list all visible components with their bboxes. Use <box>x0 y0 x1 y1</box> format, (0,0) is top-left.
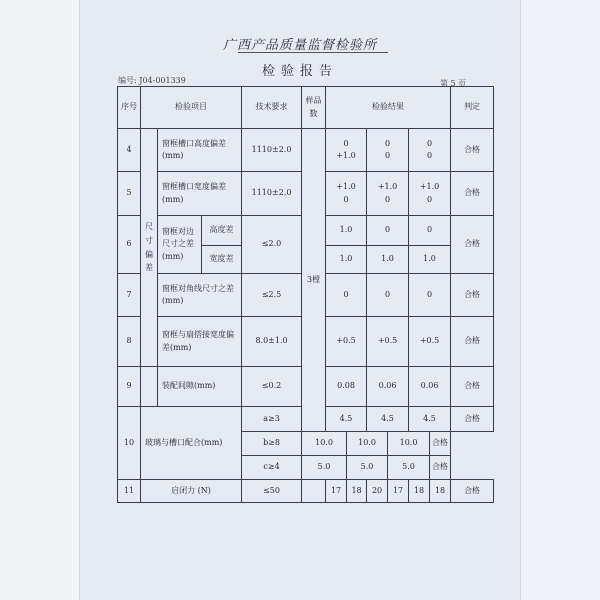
result-1: 0 <box>326 274 367 317</box>
row-no: 10 <box>118 407 141 480</box>
row-verdict: 合格 <box>451 367 494 407</box>
row-sub-label: 宽度差 <box>202 246 242 274</box>
result-2: 1.0 <box>367 246 409 274</box>
row-no: 7 <box>118 274 141 317</box>
table-header-row <box>118 87 494 129</box>
row-item: 窗框槽口高度偏差(mm) <box>158 129 242 172</box>
row-req: 1110±2.0 <box>242 172 302 216</box>
result-2: +0.5 <box>367 317 409 367</box>
result-3: 1.0 <box>409 246 451 274</box>
header-item: 检验项目 <box>141 87 242 129</box>
result-3: 4.5 <box>409 407 451 432</box>
organization-underline <box>238 52 388 53</box>
table-row <box>118 129 494 172</box>
result-1: 0.08 <box>326 367 367 407</box>
result-3: +1.0 0 <box>409 172 451 216</box>
row-no: 9 <box>118 367 141 407</box>
row-req: b≥8 <box>242 432 302 456</box>
page-number: 第 5 页 <box>440 79 467 88</box>
row-no: 4 <box>118 129 141 172</box>
row-req: c≥4 <box>242 456 302 480</box>
result-2: 10.0 <box>347 432 388 456</box>
result-1: 10.0 <box>302 432 347 456</box>
row-item: 窗框对边尺寸之差(mm) <box>158 216 202 274</box>
result-3: 0 <box>409 216 451 246</box>
row-req: a≥3 <box>242 407 302 432</box>
row-req: ≤0.2 <box>242 367 302 407</box>
result-1: 4.5 <box>326 407 367 432</box>
row-verdict: 合格 <box>451 216 494 274</box>
row-samples-empty <box>302 480 326 503</box>
result-1: 5.0 <box>302 456 347 480</box>
row-verdict: 合格 <box>451 317 494 367</box>
organization-name: 广西产品质量监督检验所 <box>222 38 377 53</box>
result-value: 17 <box>388 480 409 503</box>
group-label: 尺寸偏差 <box>141 129 158 367</box>
row-verdict: 合格 <box>430 456 451 480</box>
result-1: +1.0 0 <box>326 172 367 216</box>
result-2: 5.0 <box>347 456 388 480</box>
result-2: +1.0 0 <box>367 172 409 216</box>
row-item: 窗框槽口宽度偏差(mm) <box>158 172 242 216</box>
result-1: 0 +1.0 <box>326 129 367 172</box>
row-verdict: 合格 <box>451 480 494 503</box>
result-value: 17 <box>326 480 347 503</box>
inspection-table <box>117 86 494 503</box>
result-3: 10.0 <box>388 432 430 456</box>
row-no: 8 <box>118 317 141 367</box>
row-item: 启闭力 (N) <box>141 480 242 503</box>
group-spacer <box>141 367 158 407</box>
header-results: 检验结果 <box>326 87 451 129</box>
row-req: ≤50 <box>242 480 302 503</box>
result-value: 20 <box>367 480 388 503</box>
row-no: 5 <box>118 172 141 216</box>
result-2: 0 <box>367 216 409 246</box>
background-right <box>520 0 600 600</box>
header-req: 技术要求 <box>242 87 302 129</box>
result-3: 5.0 <box>388 456 430 480</box>
result-value: 18 <box>430 480 451 503</box>
row-req: ≤2.5 <box>242 274 302 317</box>
row-no: 11 <box>118 480 141 503</box>
result-value: 18 <box>409 480 430 503</box>
background-left <box>0 0 80 600</box>
row-item: 窗框对角线尺寸之差(mm) <box>158 274 242 317</box>
result-3: 0 <box>409 274 451 317</box>
result-1: 1.0 <box>326 246 367 274</box>
header-samples: 样品数 <box>302 87 326 129</box>
result-2: 4.5 <box>367 407 409 432</box>
row-item: 装配间隙(mm) <box>158 367 242 407</box>
result-3: 0.06 <box>409 367 451 407</box>
result-1: +0.5 <box>326 317 367 367</box>
header-verdict: 判定 <box>451 87 494 129</box>
row-sub-label: 高度差 <box>202 216 242 246</box>
header-no: 序号 <box>118 87 141 129</box>
row-verdict: 合格 <box>430 432 451 456</box>
sample-count: 3樘 <box>302 129 326 432</box>
row-item: 窗框与扇搭接宽度偏差(mm) <box>158 317 242 367</box>
row-no: 6 <box>118 216 141 274</box>
report-serial: 编号: J04-001339 <box>118 76 186 85</box>
result-1: 1.0 <box>326 216 367 246</box>
row-verdict: 合格 <box>451 407 494 432</box>
row-verdict: 合格 <box>451 274 494 317</box>
row-verdict: 合格 <box>451 172 494 216</box>
result-value: 18 <box>347 480 367 503</box>
result-2: 0 <box>367 274 409 317</box>
row-req: ≤2.0 <box>242 216 302 274</box>
report-title: 检验报告 <box>261 64 338 79</box>
row-item: 玻璃与槽口配合(mm) <box>141 407 242 480</box>
result-3: 0 0 <box>409 129 451 172</box>
result-3: +0.5 <box>409 317 451 367</box>
row-req: 1110±2.0 <box>242 129 302 172</box>
row-req: 8.0±1.0 <box>242 317 302 367</box>
result-2: 0.06 <box>367 367 409 407</box>
row-verdict: 合格 <box>451 129 494 172</box>
result-2: 0 0 <box>367 129 409 172</box>
table-row <box>118 480 494 503</box>
